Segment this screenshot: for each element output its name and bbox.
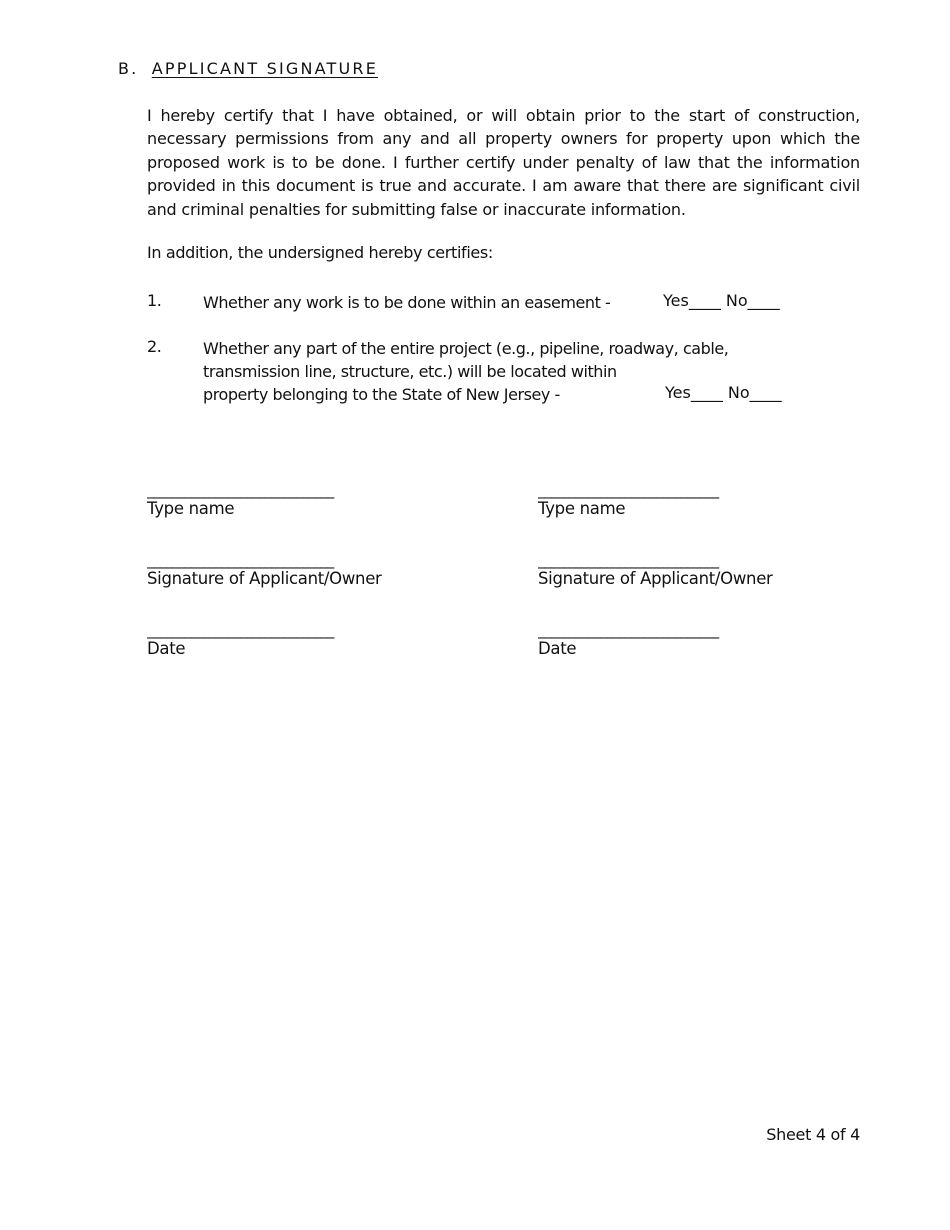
sheet-number: Sheet 4 of 4 [766,1125,860,1144]
section-heading [118,59,378,78]
signature-line-right[interactable]: _____________________________ [538,551,718,569]
type-name-line-left[interactable]: ______________________________ [147,481,334,499]
addition-intro: In addition, the undersigned hereby certifies: [147,243,493,262]
item-text-line: transmission line, structure, etc.) will be located within [203,362,617,381]
item-text-line: Whether any work is to be done within an easement - [203,293,611,312]
type-name-line-right[interactable]: _____________________________ [538,481,718,499]
item-text-line: property belonging to the State of New Jersey - [203,385,560,404]
signature-line-left[interactable]: ______________________________ [147,551,334,569]
type-name-label-left: Type name [147,499,235,518]
yes-no-field[interactable]: Yes____ No____ [663,291,780,310]
date-line-left[interactable]: ______________________________ [147,621,334,639]
type-name-label-right: Type name [538,499,626,518]
item-number: 1. [147,291,162,310]
date-label-right: Date [538,639,577,658]
section-letter: B. [118,59,139,78]
certification-paragraph: I hereby certify that I have obtained, or will obtain prior to the start of construction, necessary permissions from any and all property owners for property upon which the proposed work is to be done. I further certify under penalty of law that the information provided in this document is true and accurate. I am aware that there are significant civil and criminal penalties for submitting false or inaccurate information. [147,106,860,219]
signature-label-left: Signature of Applicant/Owner [147,569,382,588]
item-text-line: Whether any part of the entire project (e.g., pipeline, roadway, cable, [203,339,729,358]
date-label-left: Date [147,639,186,658]
signature-label-right: Signature of Applicant/Owner [538,569,773,588]
section-title: APPLICANT SIGNATURE [151,59,379,78]
certification-item-1 [0,291,950,315]
certification-item-2 [0,337,950,407]
item-number: 2. [147,337,162,356]
date-line-right[interactable]: _____________________________ [538,621,718,639]
yes-no-field[interactable]: Yes____ No____ [665,383,782,402]
